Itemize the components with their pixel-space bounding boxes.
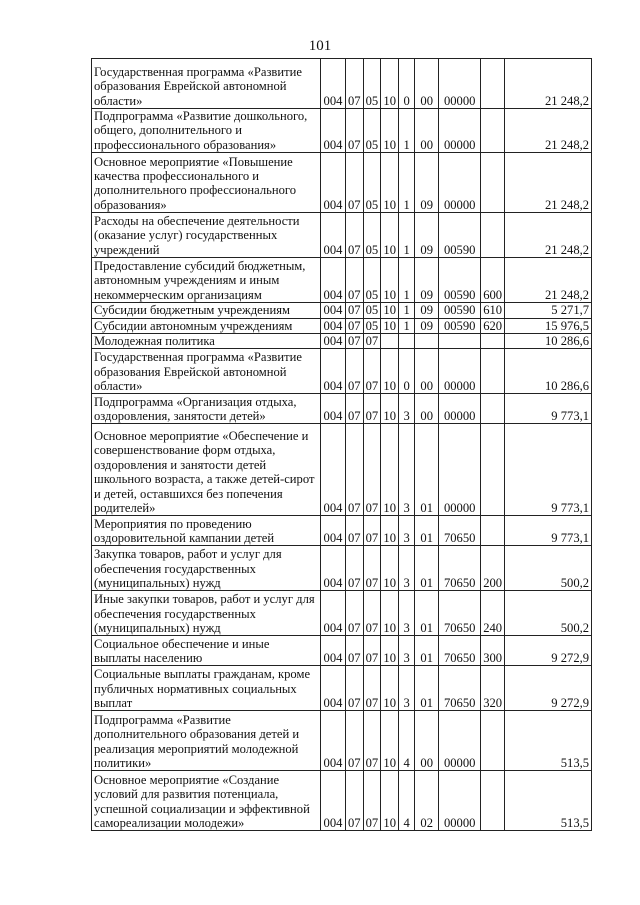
row-subsection-code: 07 [363,516,381,546]
row-program-code: 10 [381,303,399,318]
row-ved-code: 004 [321,59,346,109]
row-direction-code: 00000 [439,109,481,153]
row-ved-code: 004 [321,213,346,258]
row-amount: 21 248,2 [505,153,592,213]
row-amount: 21 248,2 [505,258,592,303]
row-expense-type-code: 320 [481,666,505,711]
row-subprogram-code [399,334,415,349]
table-row [92,666,592,711]
row-amount: 9 773,1 [505,516,592,546]
row-ved-code: 004 [321,258,346,303]
row-ved-code: 004 [321,711,346,771]
row-section-code: 07 [346,591,364,636]
row-program-code: 10 [381,153,399,213]
row-section-code: 07 [346,153,364,213]
row-program-code: 10 [381,213,399,258]
row-activity-code: 00 [415,394,439,424]
row-subsection-code: 05 [363,318,381,333]
row-expense-type-code [481,516,505,546]
row-activity-code: 09 [415,213,439,258]
row-amount: 500,2 [505,546,592,591]
row-name: Социальные выплаты гражданам, кроме публичных нормативных социальных выплат [92,666,321,711]
table-row [92,546,592,591]
row-name: Подпрограмма «Развитие дошкольного, общего, дополнительного и профессионального образования» [92,109,321,153]
row-subsection-code: 07 [363,349,381,394]
row-ved-code: 004 [321,334,346,349]
row-program-code: 10 [381,349,399,394]
row-ved-code: 004 [321,318,346,333]
row-expense-type-code [481,109,505,153]
row-direction-code: 00000 [439,424,481,516]
row-subprogram-code: 1 [399,258,415,303]
row-ved-code: 004 [321,424,346,516]
row-amount: 513,5 [505,711,592,771]
table-row [92,213,592,258]
row-subprogram-code: 3 [399,424,415,516]
row-direction-code: 00000 [439,59,481,109]
row-subprogram-code: 3 [399,516,415,546]
table-row [92,771,592,831]
row-name: Расходы на обеспечение деятельности (оказание услуг) государственных учреждений [92,213,321,258]
table-row [92,516,592,546]
row-ved-code: 004 [321,516,346,546]
row-section-code: 07 [346,394,364,424]
table-row [92,349,592,394]
row-subsection-code: 07 [363,711,381,771]
row-amount: 5 271,7 [505,303,592,318]
row-program-code: 10 [381,546,399,591]
row-direction-code: 00000 [439,153,481,213]
row-ved-code: 004 [321,636,346,666]
table-row [92,318,592,333]
row-direction-code: 70650 [439,546,481,591]
table-row [92,303,592,318]
row-subsection-code: 07 [363,424,381,516]
row-expense-type-code: 610 [481,303,505,318]
row-amount: 9 773,1 [505,424,592,516]
table-row [92,591,592,636]
row-activity-code: 02 [415,771,439,831]
row-subprogram-code: 3 [399,591,415,636]
row-ved-code: 004 [321,394,346,424]
row-subprogram-code: 1 [399,213,415,258]
row-program-code: 10 [381,516,399,546]
row-expense-type-code [481,59,505,109]
row-subprogram-code: 1 [399,318,415,333]
row-program-code [381,334,399,349]
row-activity-code: 01 [415,636,439,666]
row-amount: 9 773,1 [505,394,592,424]
row-section-code: 07 [346,771,364,831]
row-name: Предоставление субсидий бюджетным, автономным учреждениям и иным некоммерческим организациям [92,258,321,303]
row-subsection-code: 07 [363,546,381,591]
row-activity-code: 01 [415,424,439,516]
row-direction-code: 00000 [439,711,481,771]
table-row [92,424,592,516]
row-direction-code: 00590 [439,303,481,318]
row-program-code: 10 [381,711,399,771]
row-amount: 10 286,6 [505,349,592,394]
row-subsection-code: 05 [363,258,381,303]
row-section-code: 07 [346,334,364,349]
row-subsection-code: 05 [363,303,381,318]
row-direction-code: 00000 [439,771,481,831]
table-row [92,258,592,303]
row-section-code: 07 [346,666,364,711]
row-subprogram-code: 3 [399,666,415,711]
row-amount: 21 248,2 [505,109,592,153]
row-subprogram-code: 1 [399,153,415,213]
row-name: Государственная программа «Развитие образования Еврейской автономной области» [92,349,321,394]
table-row [92,636,592,666]
row-amount: 15 976,5 [505,318,592,333]
row-name: Основное мероприятие «Повышение качества профессионального и дополнительного профессионального образования» [92,153,321,213]
row-activity-code: 01 [415,546,439,591]
row-program-code: 10 [381,258,399,303]
row-section-code: 07 [346,109,364,153]
row-direction-code: 00000 [439,349,481,394]
row-subsection-code: 05 [363,153,381,213]
row-name: Субсидии бюджетным учреждениям [92,303,321,318]
row-amount: 500,2 [505,591,592,636]
row-amount: 21 248,2 [505,213,592,258]
row-activity-code: 00 [415,349,439,394]
row-program-code: 10 [381,424,399,516]
row-ved-code: 004 [321,591,346,636]
row-expense-type-code: 300 [481,636,505,666]
row-activity-code: 09 [415,318,439,333]
row-program-code: 10 [381,394,399,424]
row-subsection-code: 07 [363,394,381,424]
row-direction-code [439,334,481,349]
row-section-code: 07 [346,349,364,394]
table-row [92,109,592,153]
row-amount: 10 286,6 [505,334,592,349]
row-amount: 9 272,9 [505,666,592,711]
row-program-code: 10 [381,591,399,636]
row-expense-type-code [481,711,505,771]
row-name: Подпрограмма «Развитие дополнительного образования детей и реализация мероприятий молодежной политики» [92,711,321,771]
row-ved-code: 004 [321,546,346,591]
row-subsection-code: 07 [363,591,381,636]
table-row [92,334,592,349]
row-activity-code: 00 [415,59,439,109]
row-activity-code: 09 [415,258,439,303]
row-name: Государственная программа «Развитие образования Еврейской автономной области» [92,59,321,109]
row-expense-type-code [481,771,505,831]
row-name: Подпрограмма «Организация отдыха, оздоровления, занятости детей» [92,394,321,424]
row-activity-code: 09 [415,153,439,213]
row-subsection-code: 05 [363,213,381,258]
row-name: Закупка товаров, работ и услуг для обеспечения государственных (муниципальных) нужд [92,546,321,591]
row-name: Субсидии автономным учреждениям [92,318,321,333]
row-activity-code: 00 [415,711,439,771]
row-program-code: 10 [381,318,399,333]
row-name: Иные закупки товаров, работ и услуг для обеспечения государственных (муниципальных) нужд [92,591,321,636]
row-subprogram-code: 4 [399,771,415,831]
row-section-code: 07 [346,318,364,333]
row-subsection-code: 05 [363,59,381,109]
row-expense-type-code [481,349,505,394]
row-expense-type-code: 600 [481,258,505,303]
row-expense-type-code: 200 [481,546,505,591]
row-subprogram-code: 0 [399,349,415,394]
row-activity-code: 00 [415,109,439,153]
budget-table [91,58,592,831]
row-subsection-code: 07 [363,334,381,349]
row-subprogram-code: 1 [399,109,415,153]
row-section-code: 07 [346,424,364,516]
row-direction-code: 00590 [439,318,481,333]
row-direction-code: 00590 [439,258,481,303]
row-activity-code: 09 [415,303,439,318]
row-amount: 21 248,2 [505,59,592,109]
table-row [92,153,592,213]
page-number: 101 [308,38,332,54]
row-program-code: 10 [381,636,399,666]
row-name: Основное мероприятие «Обеспечение и совершенствование форм отдыха, оздоровления и занятости детей школьного возраста, а также детей-сирот и детей, оставшихся без попечения родителей» [92,424,321,516]
row-section-code: 07 [346,516,364,546]
row-amount: 9 272,9 [505,636,592,666]
row-ved-code: 004 [321,109,346,153]
row-direction-code: 00590 [439,213,481,258]
row-ved-code: 004 [321,303,346,318]
table-row [92,711,592,771]
row-subprogram-code: 4 [399,711,415,771]
row-subprogram-code: 0 [399,59,415,109]
row-subsection-code: 05 [363,109,381,153]
row-section-code: 07 [346,303,364,318]
table-row [92,394,592,424]
row-subprogram-code: 3 [399,636,415,666]
row-direction-code: 70650 [439,516,481,546]
row-subprogram-code: 3 [399,546,415,591]
row-direction-code: 70650 [439,666,481,711]
row-subsection-code: 07 [363,771,381,831]
row-expense-type-code [481,213,505,258]
row-section-code: 07 [346,59,364,109]
row-activity-code [415,334,439,349]
row-program-code: 10 [381,666,399,711]
row-expense-type-code [481,334,505,349]
row-expense-type-code: 240 [481,591,505,636]
row-program-code: 10 [381,771,399,831]
row-program-code: 10 [381,109,399,153]
table-row [92,59,592,109]
row-activity-code: 01 [415,591,439,636]
row-expense-type-code [481,394,505,424]
row-subprogram-code: 3 [399,394,415,424]
row-section-code: 07 [346,213,364,258]
row-section-code: 07 [346,258,364,303]
row-direction-code: 70650 [439,591,481,636]
row-subsection-code: 07 [363,636,381,666]
row-direction-code: 00000 [439,394,481,424]
row-activity-code: 01 [415,666,439,711]
row-name: Социальное обеспечение и иные выплаты населению [92,636,321,666]
row-ved-code: 004 [321,349,346,394]
row-name: Основное мероприятие «Создание условий для развития потенциала, успешной социализации и эффективной самореализации молодежи» [92,771,321,831]
row-expense-type-code: 620 [481,318,505,333]
row-section-code: 07 [346,546,364,591]
row-subsection-code: 07 [363,666,381,711]
row-activity-code: 01 [415,516,439,546]
row-ved-code: 004 [321,153,346,213]
row-name: Молодежная политика [92,334,321,349]
row-ved-code: 004 [321,771,346,831]
row-expense-type-code [481,424,505,516]
row-direction-code: 70650 [439,636,481,666]
row-ved-code: 004 [321,666,346,711]
row-program-code: 10 [381,59,399,109]
row-name: Мероприятия по проведению оздоровительной кампании детей [92,516,321,546]
row-expense-type-code [481,153,505,213]
row-section-code: 07 [346,711,364,771]
row-subprogram-code: 1 [399,303,415,318]
row-section-code: 07 [346,636,364,666]
row-amount: 513,5 [505,771,592,831]
